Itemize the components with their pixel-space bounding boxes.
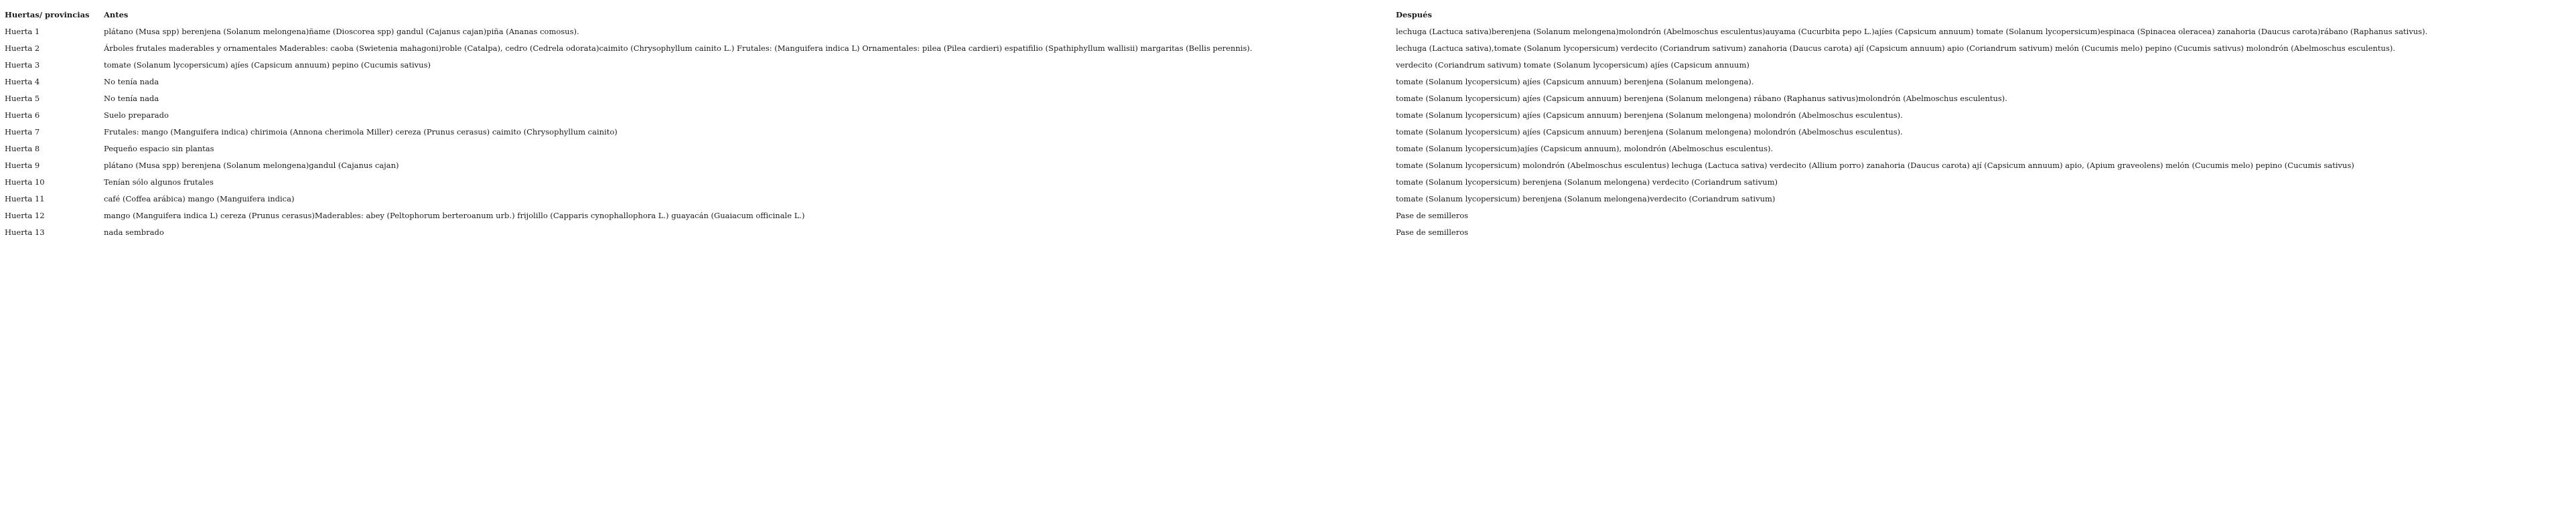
before-cell: nada sembrado <box>104 228 164 237</box>
garden-comparison-table <box>4 7 2572 241</box>
document-body <box>4 7 2572 241</box>
after-cell: Pase de semilleros <box>1396 228 1469 237</box>
before-cell: No tenía nada <box>104 94 159 103</box>
after-cell: lechuga (Lactuca sativa)berenjena (Solanum melongena)molondrón (Abelmoschus esculentus)auyama (Cucurbita pepo L.)ajíes (Capsicum annuum) tomate (Solanum lycopersicum)espinaca (Spinacea oleracea) zanahoria (Daucus carota)rábano (Raphanus sativus). <box>1396 27 2428 36</box>
after-cell: tomate (Solanum lycopersicum) ajíes (Capsicum annuum) berenjena (Solanum melongena). <box>1396 77 1754 86</box>
before-cell: plátano (Musa spp) berenjena (Solanum melongena)gandul (Cajanus cajan) <box>104 161 399 170</box>
after-cell: tomate (Solanum lycopersicum) berenjena (Solanum melongena)verdecito (Coriandrum sativum) <box>1396 194 1776 203</box>
garden-cell: Huerta 2 <box>5 43 40 53</box>
before-cell: café (Coffea arábica) mango (Manguifera indica) <box>104 194 295 203</box>
table-row <box>4 157 2572 174</box>
after-cell: tomate (Solanum lycopersicum) ajíes (Capsicum annuum) berenjena (Solanum melongena) rábano (Raphanus sativus)molondrón (Abelmoschus esculentus). <box>1396 94 2007 103</box>
garden-cell: Huerta 13 <box>5 228 45 237</box>
after-cell: Pase de semilleros <box>1396 211 1469 220</box>
table-row <box>4 74 2572 90</box>
header-after: Después <box>1396 10 1432 19</box>
after-cell: tomate (Solanum lycopersicum) berenjena (Solanum melongena) verdecito (Coriandrum sativum) <box>1396 177 1778 187</box>
table-header <box>4 7 2572 23</box>
table-row <box>4 124 2572 141</box>
garden-cell: Huerta 7 <box>5 127 40 137</box>
before-cell: mango (Manguifera indica L) cereza (Prunus cerasus)Maderables: abey (Peltophorum berteroanum urb.) frijolillo (Capparis cynophallophora L.) guayacán (Guaiacum officinale L.) <box>104 211 805 220</box>
garden-cell: Huerta 6 <box>5 110 40 120</box>
garden-cell: Huerta 11 <box>5 194 45 203</box>
table-row <box>4 107 2572 124</box>
after-cell: tomate (Solanum lycopersicum)ajíes (Capsicum annuum), molondrón (Abelmoschus esculentus). <box>1396 144 1774 153</box>
after-cell: tomate (Solanum lycopersicum) ajíes (Capsicum annuum) berenjena (Solanum melongena) molondrón (Abelmoschus esculentus). <box>1396 110 1903 120</box>
garden-cell: Huerta 4 <box>5 77 40 86</box>
table-body <box>4 23 2572 241</box>
garden-cell: Huerta 9 <box>5 161 40 170</box>
before-cell: Pequeño espacio sin plantas <box>104 144 214 153</box>
before-cell: Frutales: mango (Manguifera indica) chirimoia (Annona cherimola Miller) cereza (Prunus cerasus) caimito (Chrysophyllum cainito) <box>104 127 618 137</box>
after-cell: tomate (Solanum lycopersicum) molondrón (Abelmoschus esculentus) lechuga (Lactuca sativa) verdecito (Allium porro) zanahoria (Daucus carota) ají (Capsicum annuum) apio, (Apium graveolens) melón (Cucumis melo) pepino (Cucumis sativus) <box>1396 161 2354 170</box>
garden-cell: Huerta 3 <box>5 60 40 70</box>
table-row <box>4 174 2572 191</box>
table-row <box>4 23 2572 40</box>
before-cell: tomate (Solanum lycopersicum) ajíes (Capsicum annuum) pepino (Cucumis sativus) <box>104 60 431 70</box>
garden-cell: Huerta 10 <box>5 177 45 187</box>
table-row <box>4 141 2572 157</box>
before-cell: Árboles frutales maderables y ornamentales Maderables: caoba (Swietenia mahagoni)roble (Catalpa), cedro (Cedrela odorata)caimito (Chrysophyllum cainito L.) Frutales: (Manguifera indica L) Ornamentales: pilea (Pilea cardieri) espatifilio (Spathiphyllum wallisii) margaritas (Bellis perennis). <box>104 43 1253 53</box>
before-cell: Tenían sólo algunos frutales <box>104 177 214 187</box>
header-before: Antes <box>104 10 129 19</box>
table-row <box>4 90 2572 107</box>
garden-cell: Huerta 8 <box>5 144 40 153</box>
after-cell: lechuga (Lactuca sativa),tomate (Solanum lycopersicum) verdecito (Coriandrum sativum) zanahoria (Daucus carota) ají (Capsicum annuum) apio (Coriandrum sativum) melón (Cucumis melo) pepino (Cucumis sativus) molondrón (Abelmoschus esculentus). <box>1396 43 2395 53</box>
header-garden: Huertas/ provincias <box>5 10 90 19</box>
after-cell: verdecito (Coriandrum sativum) tomate (Solanum lycopersicum) ajíes (Capsicum annuum) <box>1396 60 1749 70</box>
before-cell: plátano (Musa spp) berenjena (Solanum melongena)ñame (Dioscorea spp) gandul (Cajanus cajan)piña (Ananas comosus). <box>104 27 579 36</box>
garden-cell: Huerta 1 <box>5 27 40 36</box>
table-row <box>4 224 2572 241</box>
header-row <box>4 7 2572 23</box>
before-cell: Suelo preparado <box>104 110 169 120</box>
table-row <box>4 207 2572 224</box>
before-cell: No tenía nada <box>104 77 159 86</box>
garden-cell: Huerta 5 <box>5 94 40 103</box>
table-row <box>4 57 2572 74</box>
after-cell: tomate (Solanum lycopersicum) ajíes (Capsicum annuum) berenjena (Solanum melongena) molondrón (Abelmoschus esculentus). <box>1396 127 1903 137</box>
table-row <box>4 191 2572 207</box>
table-row <box>4 40 2572 57</box>
garden-cell: Huerta 12 <box>5 211 45 220</box>
